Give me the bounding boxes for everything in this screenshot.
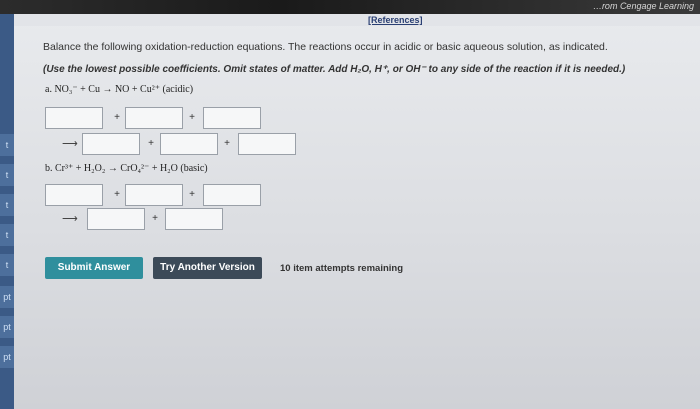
nav-item[interactable]: t xyxy=(0,194,14,216)
nav-item[interactable]: pt xyxy=(0,346,14,368)
references-bar xyxy=(14,14,700,26)
plus-sign: + xyxy=(224,138,230,149)
answer-box-b-2[interactable] xyxy=(125,184,183,206)
answer-box-b-4[interactable] xyxy=(87,208,145,230)
answer-box-a-5[interactable] xyxy=(160,133,218,155)
answer-box-a-3[interactable] xyxy=(203,107,261,129)
answer-box-a-1[interactable] xyxy=(45,107,103,129)
plus-sign: + xyxy=(189,189,195,200)
nav-item[interactable]: pt xyxy=(0,286,14,308)
answer-box-b-5[interactable] xyxy=(165,208,223,230)
nav-item[interactable]: t xyxy=(0,254,14,276)
references-link[interactable]: [References] xyxy=(368,15,423,25)
reaction-arrow: ⟶ xyxy=(62,213,78,225)
browser-top-bar xyxy=(0,0,700,14)
answer-box-b-3[interactable] xyxy=(203,184,261,206)
plus-sign: + xyxy=(114,189,120,200)
answer-box-b-1[interactable] xyxy=(45,184,103,206)
submit-answer-button[interactable]: Submit Answer xyxy=(45,257,143,279)
attempts-remaining: 10 item attempts remaining xyxy=(280,263,404,274)
try-another-version-button[interactable]: Try Another Version xyxy=(153,257,262,279)
nav-item[interactable]: t xyxy=(0,224,14,246)
answer-box-a-4[interactable] xyxy=(82,133,140,155)
plus-sign: + xyxy=(189,112,195,123)
nav-item[interactable]: t xyxy=(0,134,14,156)
nav-item[interactable]: pt xyxy=(0,316,14,338)
nav-item[interactable]: t xyxy=(0,164,14,186)
plus-sign: + xyxy=(114,112,120,123)
answer-box-a-6[interactable] xyxy=(238,133,296,155)
publisher-credit: …rom Cengage Learning xyxy=(592,1,694,11)
equation-a: a. NO₃⁻ + Cu → NO + Cu²⁺ (acidic) xyxy=(45,84,194,95)
question-hint: (Use the lowest possible coefficients. Omit states of matter. Add H₂O, H⁺, or OH⁻ to any side of the reaction if it is needed.) xyxy=(43,64,626,75)
plus-sign: + xyxy=(148,138,154,149)
reaction-arrow: ⟶ xyxy=(62,138,78,150)
answer-box-a-2[interactable] xyxy=(125,107,183,129)
left-question-nav xyxy=(0,14,14,409)
question-instructions: Balance the following oxidation-reduction equations. The reactions occur in acidic or basic aqueous solution, as indicated. xyxy=(43,41,608,53)
plus-sign: + xyxy=(152,213,158,224)
equation-b: b. Cr³⁺ + H₂O₂ → CrO₄²⁻ + H₂O (basic) xyxy=(45,163,208,174)
